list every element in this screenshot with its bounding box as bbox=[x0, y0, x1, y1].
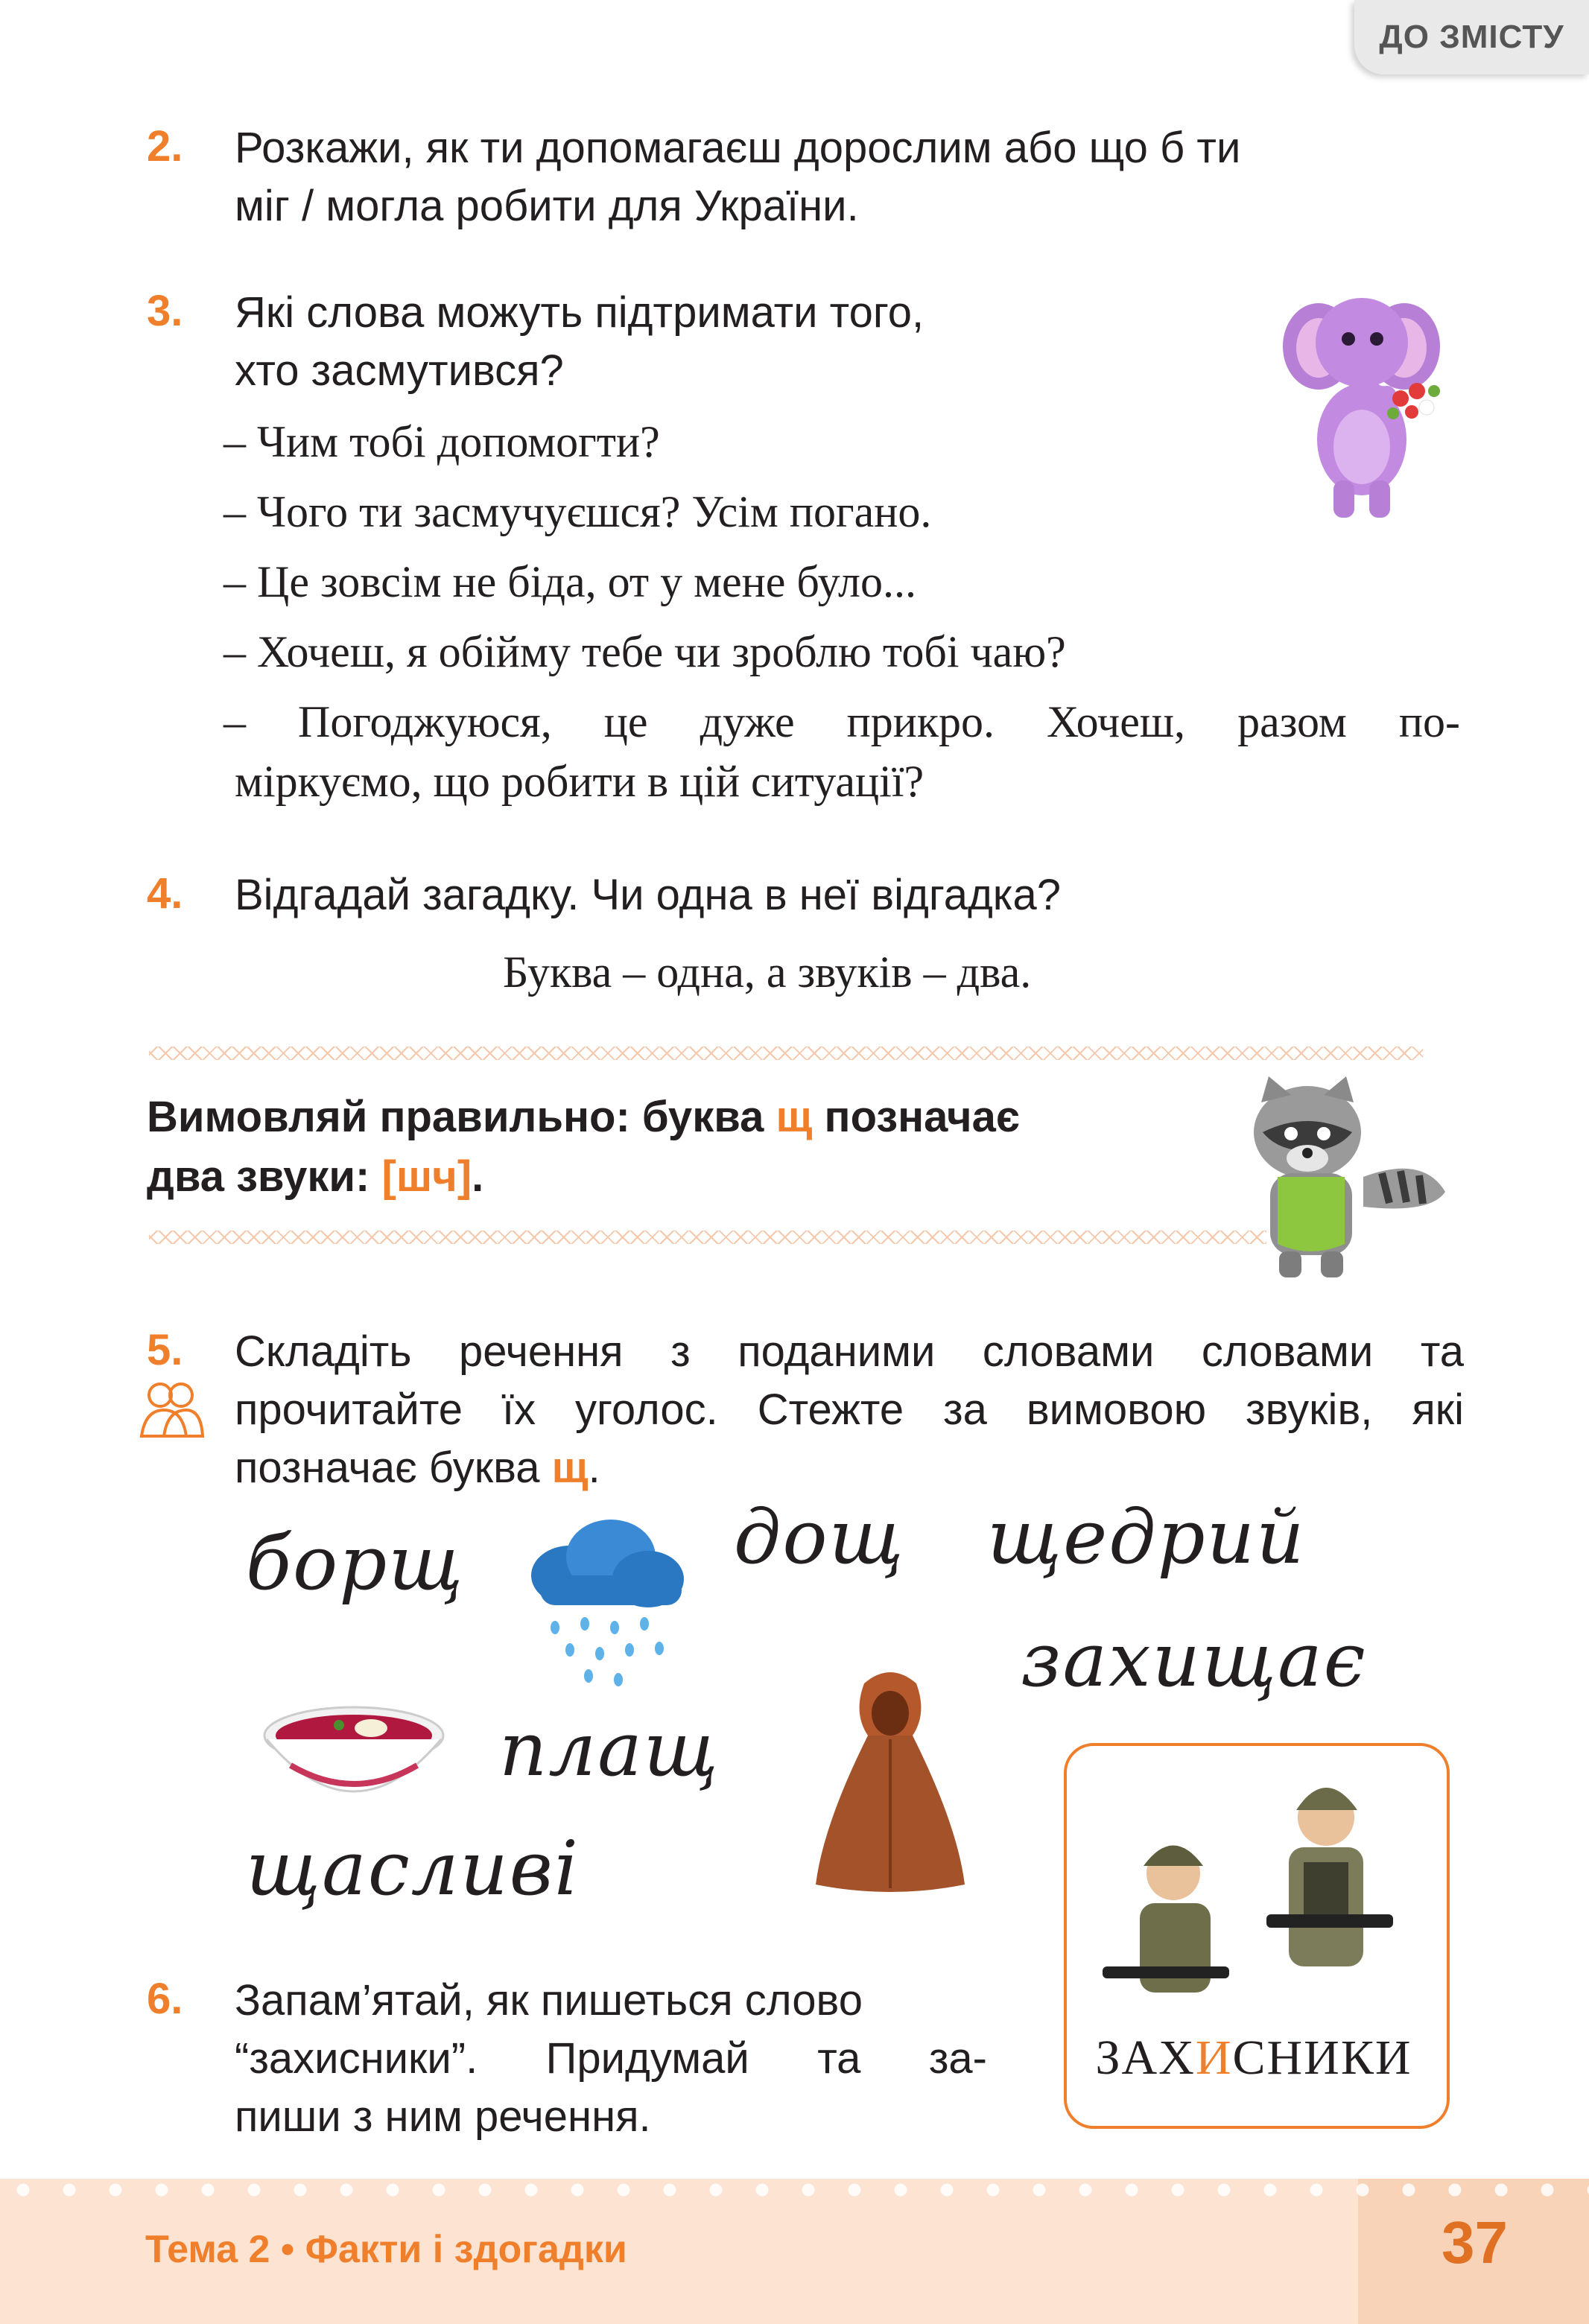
topic-title: Тема 2 • Факти і здогадки bbox=[145, 2228, 627, 2271]
divider-top bbox=[149, 1047, 1423, 1060]
task-line: Запам’ятай, як пишеться слово bbox=[235, 1976, 863, 2025]
word-borshch: борщ bbox=[246, 1520, 465, 1607]
rain-cloud-icon bbox=[525, 1516, 689, 1695]
phrase: – Хочеш, я обійму тебе чи зроблю тобі чаю? bbox=[223, 627, 1066, 676]
cloak-icon bbox=[805, 1669, 976, 1892]
task-3-text bbox=[235, 284, 1203, 400]
rule-sounds: [шч] bbox=[381, 1152, 472, 1201]
pronunciation-rule bbox=[147, 1088, 1227, 1207]
pair-work-icon bbox=[138, 1377, 205, 1444]
highlight-letter: щ bbox=[551, 1444, 589, 1492]
word-zakhyshchaie: захищає bbox=[1021, 1616, 1367, 1704]
soldiers-illustration bbox=[1080, 1765, 1423, 2011]
task-number: 6. bbox=[147, 1975, 183, 2023]
rule-text: два звуки: bbox=[147, 1152, 382, 1201]
word-doshch: дощ bbox=[734, 1493, 905, 1581]
task-4-text: Відгадай загадку. Чи одна в неї відгадка? bbox=[235, 871, 1061, 919]
riddle-text: Буква – одна, а звуків – два. bbox=[503, 947, 1032, 997]
task-6-text bbox=[235, 1972, 987, 2146]
word-shchedryi: щедрий bbox=[987, 1493, 1306, 1581]
highlight-letter: И bbox=[1195, 2031, 1233, 2085]
toc-button[interactable]: ДО ЗМІСТУ bbox=[1354, 0, 1589, 74]
task-number: 4. bbox=[147, 869, 183, 918]
phrase: – Це зовсім не біда, от у мене було... bbox=[223, 557, 916, 606]
task-5-text bbox=[235, 1323, 1464, 1497]
phrase: міркуємо, що робити в цій ситуації? bbox=[235, 757, 924, 806]
rule-text: Вимовляй правильно: буква bbox=[147, 1093, 776, 1141]
word-part: ЗАХ bbox=[1095, 2031, 1196, 2085]
task-line: хто засмутився? bbox=[235, 346, 564, 395]
task-number: 5. bbox=[147, 1326, 183, 1374]
word-plashch: плащ bbox=[499, 1706, 720, 1793]
task-number: 2. bbox=[147, 122, 183, 171]
phrase: – Чим тобі допомогти? bbox=[223, 417, 660, 466]
word-part: СНИКИ bbox=[1232, 2031, 1412, 2085]
borscht-bowl-icon bbox=[261, 1698, 447, 1810]
rule-text: . bbox=[472, 1152, 484, 1201]
elephant-illustration bbox=[1274, 279, 1453, 525]
task-number: 3. bbox=[147, 287, 183, 335]
rule-text: позначає bbox=[812, 1093, 1020, 1141]
task-line: Складіть речення з поданими словами словами та bbox=[235, 1327, 1464, 1376]
rule-letter: щ bbox=[776, 1093, 813, 1141]
page-number: 37 bbox=[1441, 2209, 1508, 2276]
footer-pattern bbox=[0, 2179, 1589, 2201]
phrase: – Погоджуюся, це дуже прикро. Хочеш, разом по- bbox=[223, 697, 1460, 746]
raccoon-illustration bbox=[1233, 1073, 1449, 1281]
divider-bottom bbox=[149, 1231, 1266, 1244]
task-line: . bbox=[588, 1444, 600, 1492]
task-line: Які слова можуть підтримати того, bbox=[235, 288, 924, 337]
task-line: міг / могла робити для України. bbox=[235, 182, 859, 230]
task-line: пиши з ним речення. bbox=[235, 2092, 651, 2141]
defenders-word bbox=[1064, 2030, 1444, 2086]
task-line: позначає буква bbox=[235, 1444, 552, 1492]
phrase: – Чого ти засмучуєшся? Усім погано. bbox=[223, 487, 932, 536]
task-line: Розкажи, як ти допомагаєш дорослим або що б ти bbox=[235, 124, 1241, 172]
task-line: “захисники”. Придумай та за- bbox=[235, 2034, 987, 2083]
task-2-text bbox=[235, 119, 1464, 235]
word-shchaslyvi: щасливі bbox=[246, 1825, 580, 1912]
task-line: прочитайте їх уголос. Стежте за вимовою звуків, які bbox=[235, 1385, 1464, 1434]
